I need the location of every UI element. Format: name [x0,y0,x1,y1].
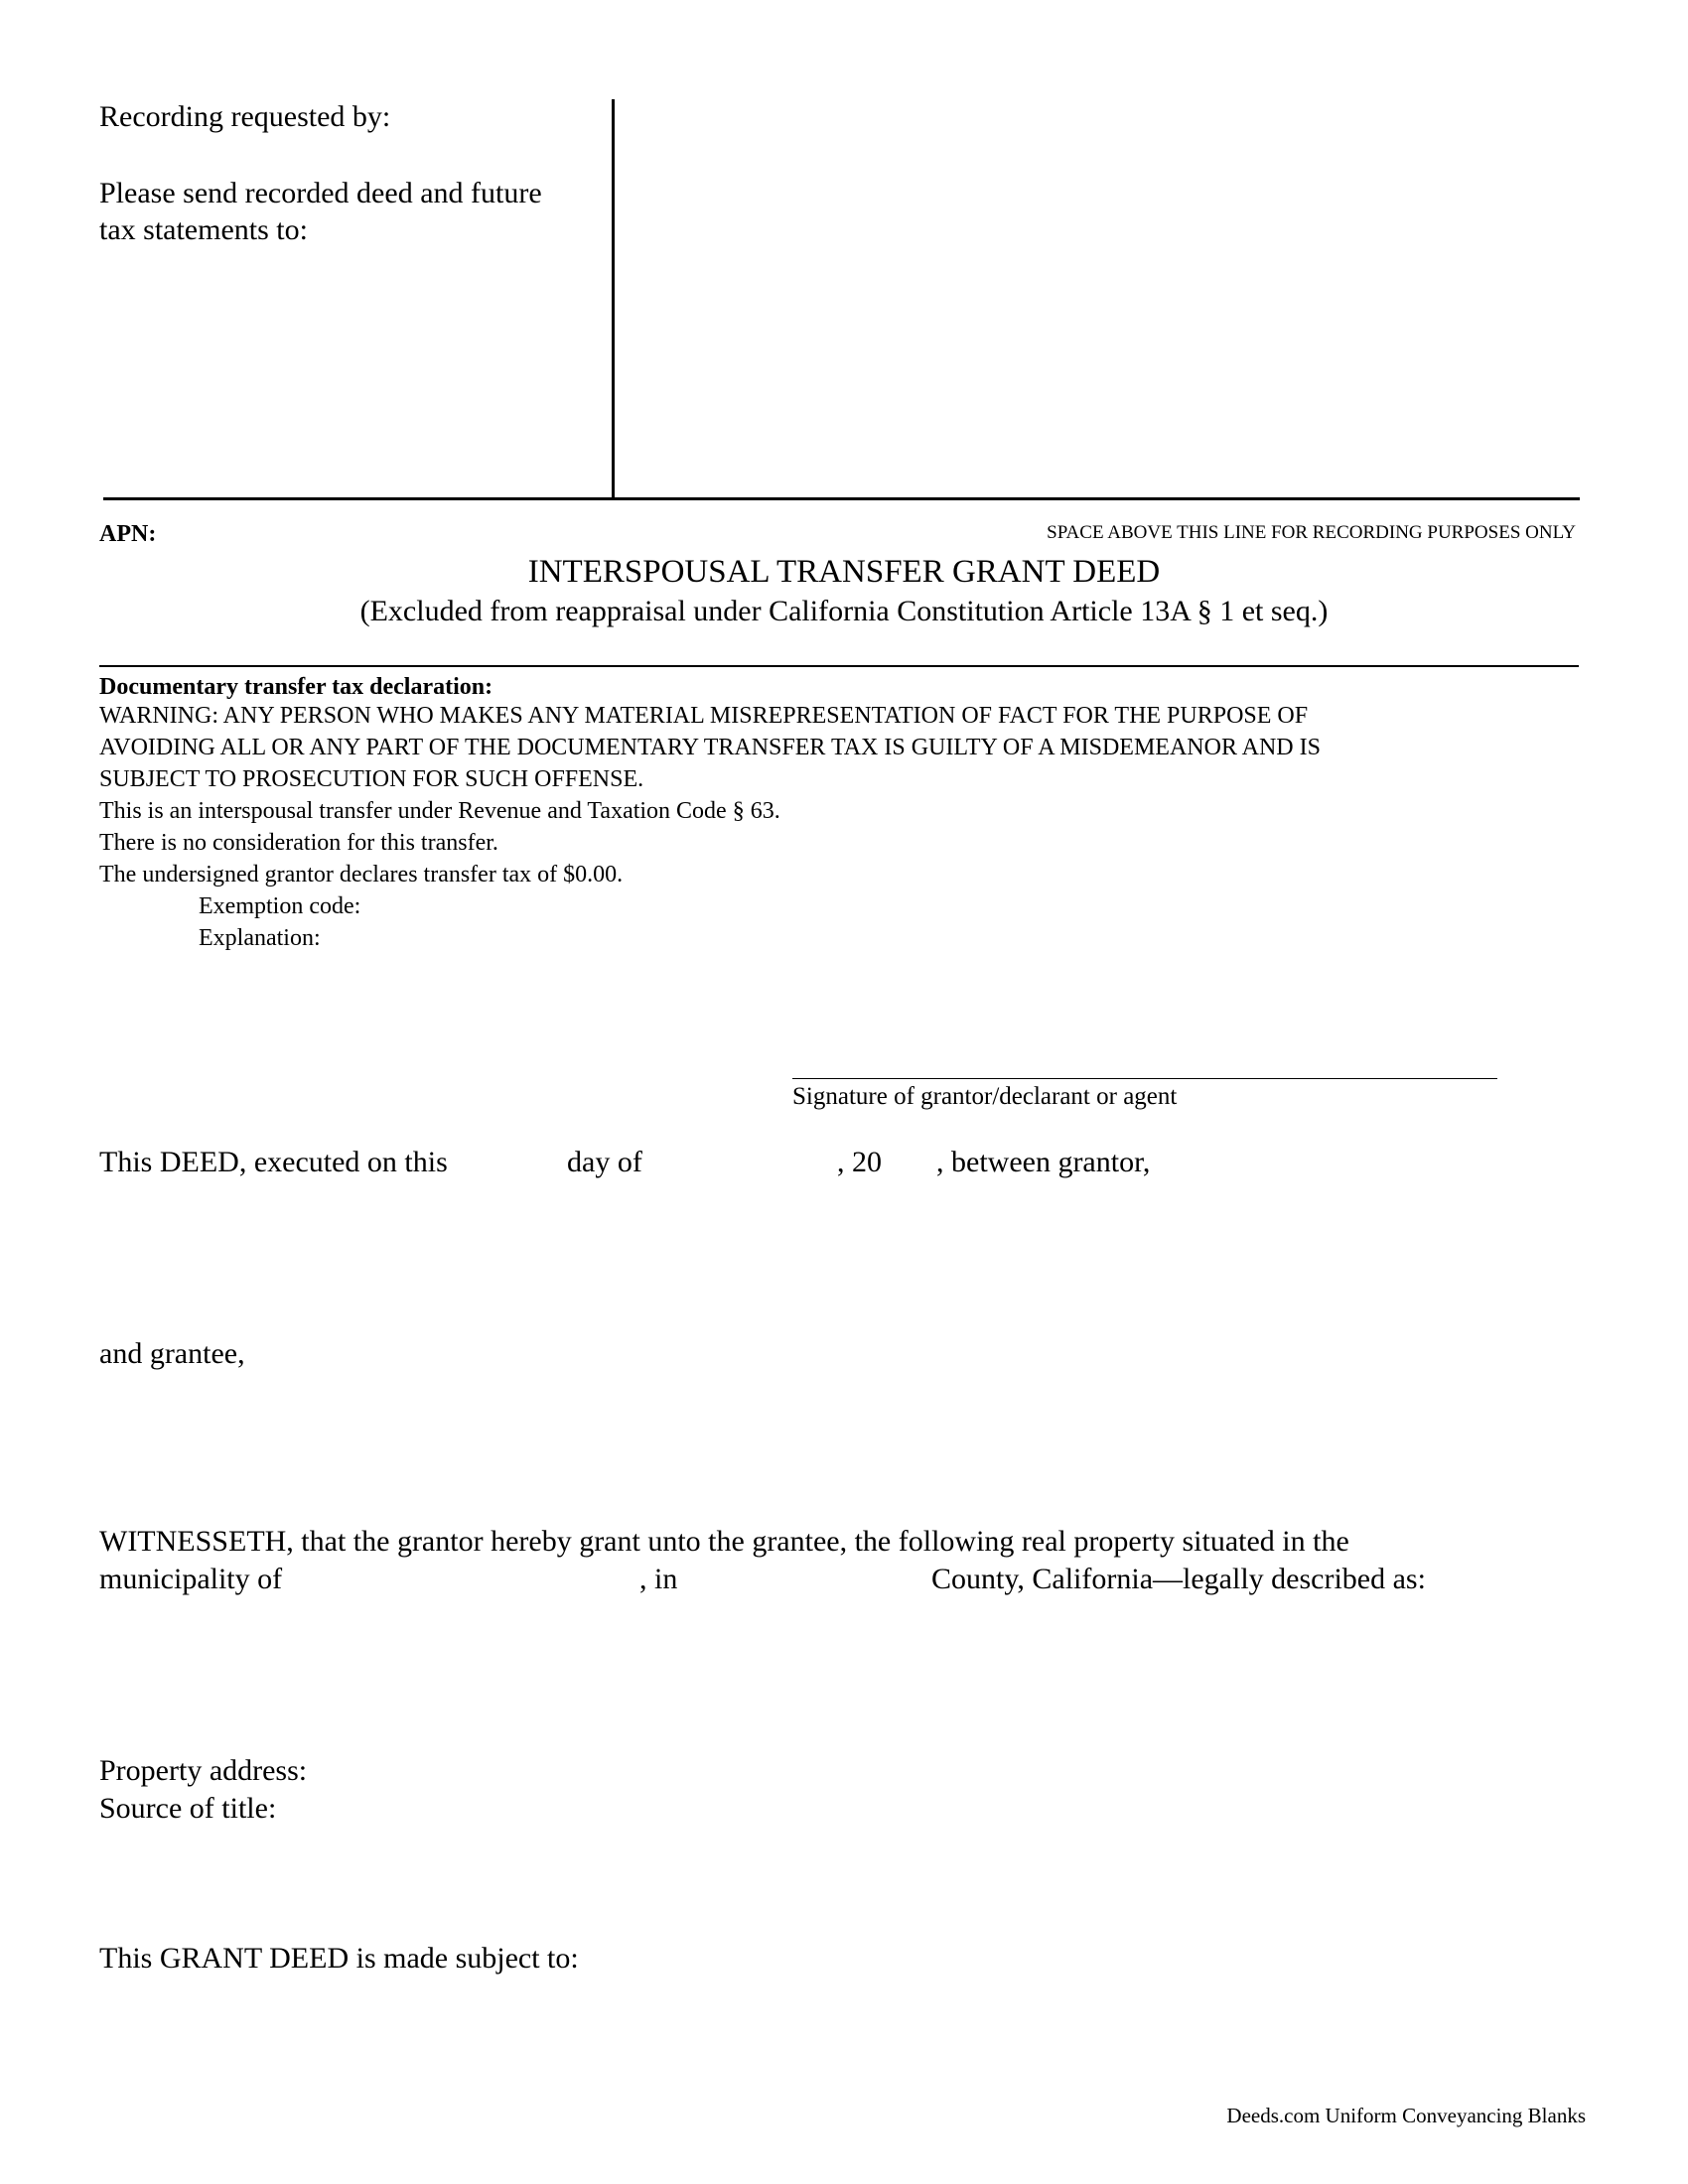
tax-line-interspousal: This is an interspousal transfer under Revenue and Taxation Code § 63. [99,798,780,824]
municipality-label: municipality of [99,1563,283,1595]
tax-section-divider [99,665,1579,667]
send-to-label-line2: tax statements to: [99,213,308,246]
signature-line [792,1078,1497,1079]
source-of-title-label: Source of title: [99,1792,277,1825]
tax-declaration-heading: Documentary transfer tax declaration: [99,674,493,700]
recording-box-divider [612,99,615,499]
county-in-label: , in [639,1563,678,1595]
property-address-label: Property address: [99,1754,308,1787]
tax-warning-line1: WARNING: ANY PERSON WHO MAKES ANY MATERIAL MISREPRESENTATION OF FACT FOR THE PURPOSE OF [99,703,1309,729]
send-to-label-line1: Please send recorded deed and future [99,177,542,209]
exemption-code-label: Exemption code: [199,893,361,919]
deed-day-of-text: day of [567,1146,642,1178]
tax-line-no-consideration: There is no consideration for this transfer. [99,830,498,856]
document-title: INTERSPOUSAL TRANSFER GRANT DEED [527,554,1161,590]
document-subtitle: (Excluded from reappraisal under California Constitution Article 13A § 1 et seq.) [359,595,1329,627]
tax-line-declares: The undersigned grantor declares transfer tax of $0.00. [99,862,624,887]
deed-year-text: , 20 [837,1146,882,1178]
deed-executed-text: This DEED, executed on this [99,1146,448,1178]
deed-between-grantor-text: , between grantor, [936,1146,1151,1178]
county-label: County, California—legally described as: [931,1563,1426,1595]
signature-label: Signature of grantor/declarant or agent [792,1083,1178,1110]
explanation-label: Explanation: [199,925,321,951]
footer-brand: Deeds.com Uniform Conveyancing Blanks [1226,2104,1586,2127]
tax-warning-line2: AVOIDING ALL OR ANY PART OF THE DOCUMENTARY TRANSFER TAX IS GUILTY OF A MISDEMEANOR AND IS [99,735,1321,760]
recording-requested-label: Recording requested by: [99,100,391,133]
grantee-label: and grantee, [99,1337,245,1370]
recording-space-line [103,497,1580,500]
witnesseth-line1: WITNESSETH, that the grantor hereby grant unto the grantee, the following real property situated in the [99,1525,1349,1558]
tax-warning-line3: SUBJECT TO PROSECUTION FOR SUCH OFFENSE. [99,766,644,792]
subject-to-label: This GRANT DEED is made subject to: [99,1942,579,1975]
space-above-note: SPACE ABOVE THIS LINE FOR RECORDING PURPOSES ONLY [1047,522,1576,543]
apn-label: APN: [99,521,157,547]
